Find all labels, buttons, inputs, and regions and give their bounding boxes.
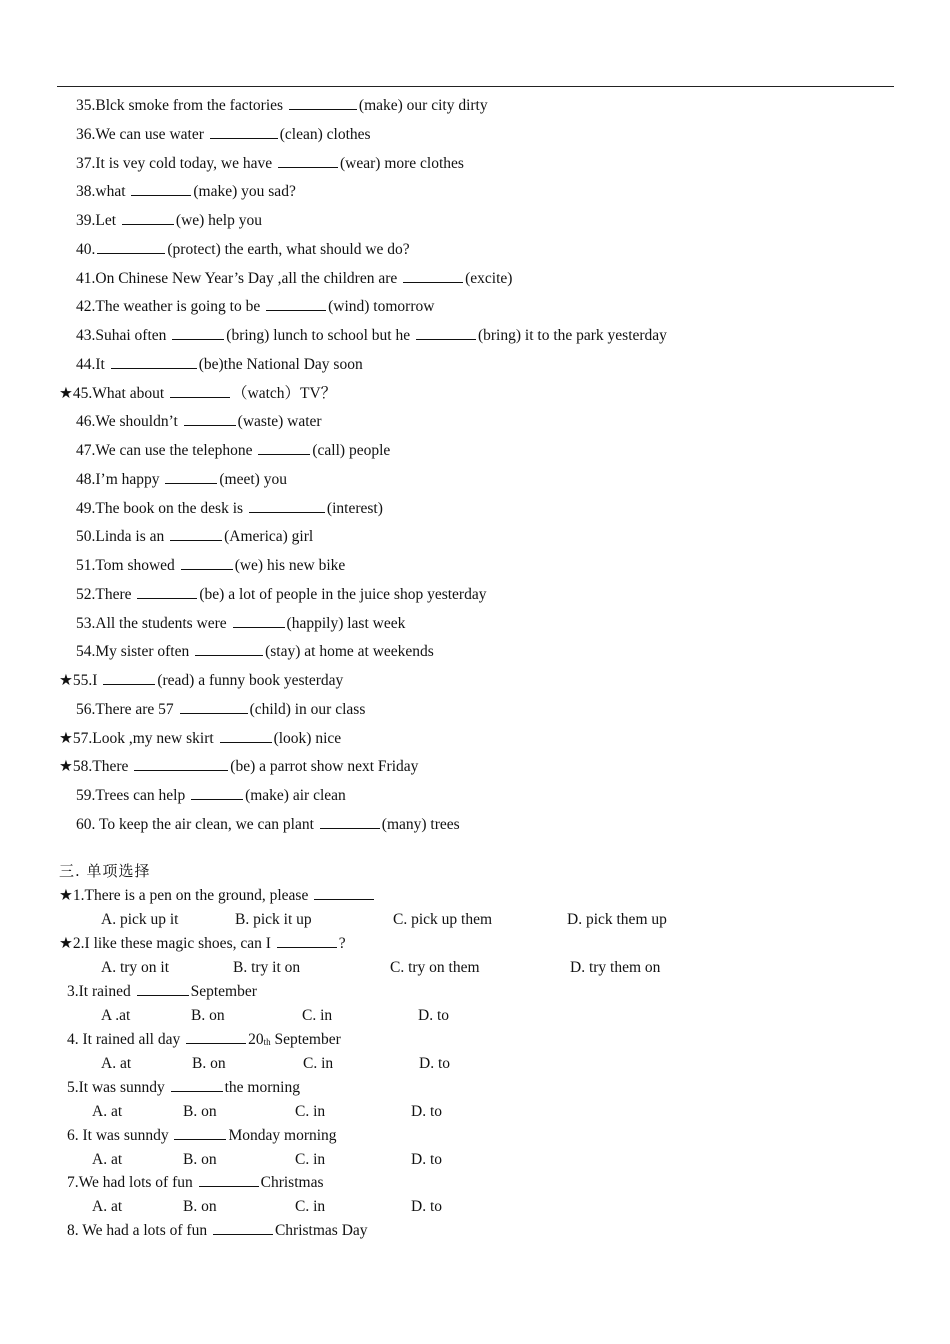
fill-blank-question [76,297,434,317]
question-hint: (be)the National Day soon [198,355,363,373]
answer-blank[interactable] [180,700,248,714]
question-number: 36. [76,125,96,143]
answer-blank[interactable] [170,384,230,398]
answer-blank[interactable] [403,269,463,283]
question-text: Linda is an [95,528,169,546]
choice-option[interactable]: D. to [411,1198,442,1215]
choice-option[interactable]: A .at [101,1007,131,1024]
answer-blank[interactable] [165,470,217,484]
answer-blank[interactable] [416,326,476,340]
question-number: 45. [72,384,93,402]
question-text: 5.It was sunndy [67,1079,169,1096]
fill-blank-question [76,614,405,634]
choice-option[interactable]: D. try them on [570,959,661,976]
question-number: 56. [76,700,96,718]
answer-blank[interactable] [174,1126,226,1140]
star-icon: ★ [59,384,73,402]
header-rule [57,86,894,87]
question-text: Let [95,212,120,229]
choice-option[interactable]: C. in [295,1151,326,1168]
section-title: 三. 单项选择 [59,862,151,880]
question-text: It [95,355,109,373]
fill-blank-question [76,125,371,145]
choice-option[interactable]: D. to [411,1151,442,1168]
question-text: We shouldn’t [95,413,182,431]
answer-blank[interactable] [134,757,228,771]
answer-blank[interactable] [220,729,272,743]
question-number: 46. [76,413,96,431]
choice-option[interactable]: C. in [302,1007,333,1024]
choice-question-stem [59,886,376,906]
choice-question-stem [67,982,257,1002]
question-text: 7.We had lots of fun [67,1174,197,1191]
answer-blank[interactable] [258,441,310,455]
question-number: 50. [76,528,96,546]
question-text: Look ,my new skirt [92,729,218,747]
question-text: 4. It rained all day [67,1031,185,1048]
question-hint: (meet) you [219,470,287,488]
question-number: 52. [76,585,96,603]
answer-blank[interactable] [195,642,263,656]
fill-blank-question [76,499,383,519]
question-hint: (bring) lunch to school but he [226,327,414,344]
choice-option[interactable]: C. in [303,1055,334,1072]
choice-option[interactable]: B. on [183,1103,217,1120]
question-number: 35. [76,97,96,114]
question-text: What about [92,384,169,402]
choice-option[interactable]: A. at [92,1151,123,1168]
answer-blank[interactable] [137,982,189,996]
fill-blank-question [76,786,346,806]
answer-blank[interactable] [278,154,338,168]
choice-option[interactable]: B. on [192,1055,226,1072]
choice-option[interactable]: A. try on it [101,959,170,976]
fill-blank-question [59,757,418,777]
question-text: 2.I like these magic shoes, can I [72,935,275,952]
ordinal-suffix: th [263,1037,271,1047]
question-hint: (bring) it to the park yesterday [477,327,667,344]
question-hint: (America) girl [224,528,314,546]
choice-question-stem [67,1221,368,1241]
question-text: All the students were [95,614,231,632]
question-hint: (read) a funny book yesterday [157,672,344,689]
question-hint: (interest) [326,499,383,517]
question-text: Trees can help [95,787,190,804]
question-text: Monday morning [228,1127,337,1144]
answer-blank[interactable] [172,326,224,340]
answer-blank[interactable] [320,815,380,829]
fill-blank-question [59,671,343,691]
choice-option[interactable]: C. pick up them [393,911,493,928]
question-hint: (make) our city dirty [358,97,488,114]
question-text: The book on the desk is [95,499,247,517]
question-number: 57. [72,729,93,747]
choice-option[interactable]: D. to [419,1055,450,1072]
answer-blank[interactable] [186,1030,246,1044]
choice-option[interactable]: D. to [418,1007,449,1024]
answer-blank[interactable] [97,240,165,254]
question-hint: (look) nice [273,729,342,747]
answer-blank[interactable] [184,412,236,426]
question-number: 42. [76,298,96,316]
question-text: September [190,983,257,1000]
choice-option[interactable]: C. in [295,1198,326,1215]
answer-blank[interactable] [213,1221,273,1235]
question-text: 6. It was sunndy [67,1127,173,1144]
question-hint: (be) a parrot show next Friday [230,758,419,776]
answer-blank[interactable] [210,125,278,139]
question-text: I [92,672,102,689]
question-text: There are 57 [95,700,178,718]
question-hint: (protect) the earth, what should we do? [167,240,410,258]
answer-blank[interactable] [181,556,233,570]
question-text: My sister often [95,643,194,661]
fill-blank-question [76,96,488,116]
question-number: 48. [76,470,96,488]
question-number: 39. [76,212,96,229]
question-number: 37. [76,154,96,172]
answer-blank[interactable] [266,297,326,311]
question-hint: (clean) clothes [279,125,371,143]
question-number: 60. [76,815,96,833]
question-number: 53. [76,614,96,632]
answer-blank[interactable] [137,585,197,599]
question-text: We can use water [95,125,208,143]
question-hint: (wear) more clothes [340,154,464,172]
fill-blank-question [76,527,313,547]
answer-blank[interactable] [122,211,174,225]
choice-question-stem [67,1173,324,1193]
choice-option[interactable]: C. try on them [390,959,480,976]
fill-blank-question [76,585,486,605]
star-icon: ★ [59,758,73,776]
question-text: Christmas Day [274,1222,368,1239]
choice-option[interactable]: D. to [411,1103,442,1120]
question-number: 47. [76,442,96,459]
question-hint: (happily) last week [286,614,406,632]
star-icon: ★ [59,672,73,689]
star-icon: ★ [59,935,73,952]
question-number: 58. [72,758,93,776]
answer-blank[interactable] [191,786,243,800]
star-icon: ★ [59,887,73,904]
fill-blank-question [76,154,464,174]
question-text: 8. We had a lots of fun [67,1222,211,1239]
question-number: 59. [76,787,96,804]
question-text: September [270,1031,341,1048]
answer-blank[interactable] [233,614,285,628]
choice-option[interactable]: D. pick them up [567,911,667,928]
fill-blank-question [76,556,345,576]
fill-blank-question [59,729,341,749]
answer-blank[interactable] [170,527,222,541]
choice-option[interactable]: B. on [183,1151,217,1168]
choice-option[interactable]: B. try it on [233,959,301,976]
question-hint: (waste) water [237,413,322,431]
choice-option[interactable]: A. at [101,1055,132,1072]
fill-blank-question [76,269,512,289]
fill-blank-question [76,240,410,260]
answer-blank[interactable] [249,499,325,513]
question-number: 49. [76,499,96,517]
question-number: 51. [76,557,96,574]
question-hint: (make) air clean [245,787,346,804]
fill-blank-question [76,412,322,432]
choice-question-stem [67,1078,300,1098]
question-text: The weather is going to be [95,298,265,316]
choice-option[interactable]: B. pick it up [235,911,312,928]
question-text: Tom showed [95,557,179,574]
question-hint: (call) people [312,442,391,459]
question-text: 3.It rained [67,983,135,1000]
fill-blank-question [76,355,363,375]
fill-blank-question [76,470,287,490]
question-text: Blck smoke from the factories [95,97,287,114]
question-number: 54. [76,643,96,661]
answer-blank[interactable] [103,671,155,685]
question-text: To keep the air clean, we can plant [95,815,318,833]
fill-blank-question [76,441,390,461]
question-text: Suhai often [95,327,171,344]
choice-question-stem [67,1126,337,1146]
answer-blank[interactable] [289,96,357,110]
choice-question-stem [67,1030,341,1051]
question-hint: (child) in our class [249,700,366,718]
question-text: ? [338,935,346,952]
question-number: 41. [76,269,96,287]
question-number: 43. [76,327,96,344]
question-text: what [95,183,130,201]
choice-option[interactable]: B. on [183,1198,217,1215]
question-number: 40. [76,240,96,258]
question-text: 1.There is a pen on the ground, please [72,887,313,904]
fill-blank-question [76,700,365,720]
answer-blank[interactable] [277,934,337,948]
question-hint: (stay) at home at weekends [265,643,434,661]
fill-blank-question [76,326,667,346]
star-icon: ★ [59,729,73,747]
question-number: 55. [72,672,93,689]
choice-option[interactable]: B. on [191,1007,225,1024]
question-text: I’m happy [95,470,164,488]
question-hint: （watch）TV？ [232,384,337,402]
question-hint: (make) you sad? [193,183,296,201]
question-text: Christmas [260,1174,324,1191]
answer-blank[interactable] [314,886,374,900]
question-text: 20 [248,1031,264,1048]
question-text: On Chinese New Year’s Day ,all the children are [95,269,402,287]
question-hint: (we) help you [175,212,262,229]
question-hint: (we) his new bike [234,557,346,574]
answer-blank[interactable] [111,355,197,369]
question-hint: (wind) tomorrow [328,298,435,316]
fill-blank-question [76,642,434,662]
question-text: We can use the telephone [95,442,257,459]
answer-blank[interactable] [199,1173,259,1187]
choice-option[interactable]: A. pick up it [101,911,179,928]
choice-option[interactable]: C. in [295,1103,326,1120]
question-text: There [95,585,136,603]
question-hint: (excite) [465,269,513,287]
answer-blank[interactable] [171,1078,223,1092]
fill-blank-question [76,182,296,202]
fill-blank-question [59,384,336,404]
fill-blank-question [76,815,460,835]
question-number: 38. [76,183,96,201]
question-hint: (many) trees [381,815,460,833]
question-text: It is vey cold today, we have [95,154,277,172]
question-hint: (be) a lot of people in the juice shop yesterday [199,585,487,603]
question-text: the morning [224,1079,300,1096]
choice-question-stem [59,934,346,954]
choice-option[interactable]: A. at [92,1198,123,1215]
fill-blank-question [76,211,262,231]
question-number: 44. [76,355,96,373]
question-text: There [92,758,133,776]
choice-option[interactable]: A. at [92,1103,123,1120]
answer-blank[interactable] [131,182,191,196]
